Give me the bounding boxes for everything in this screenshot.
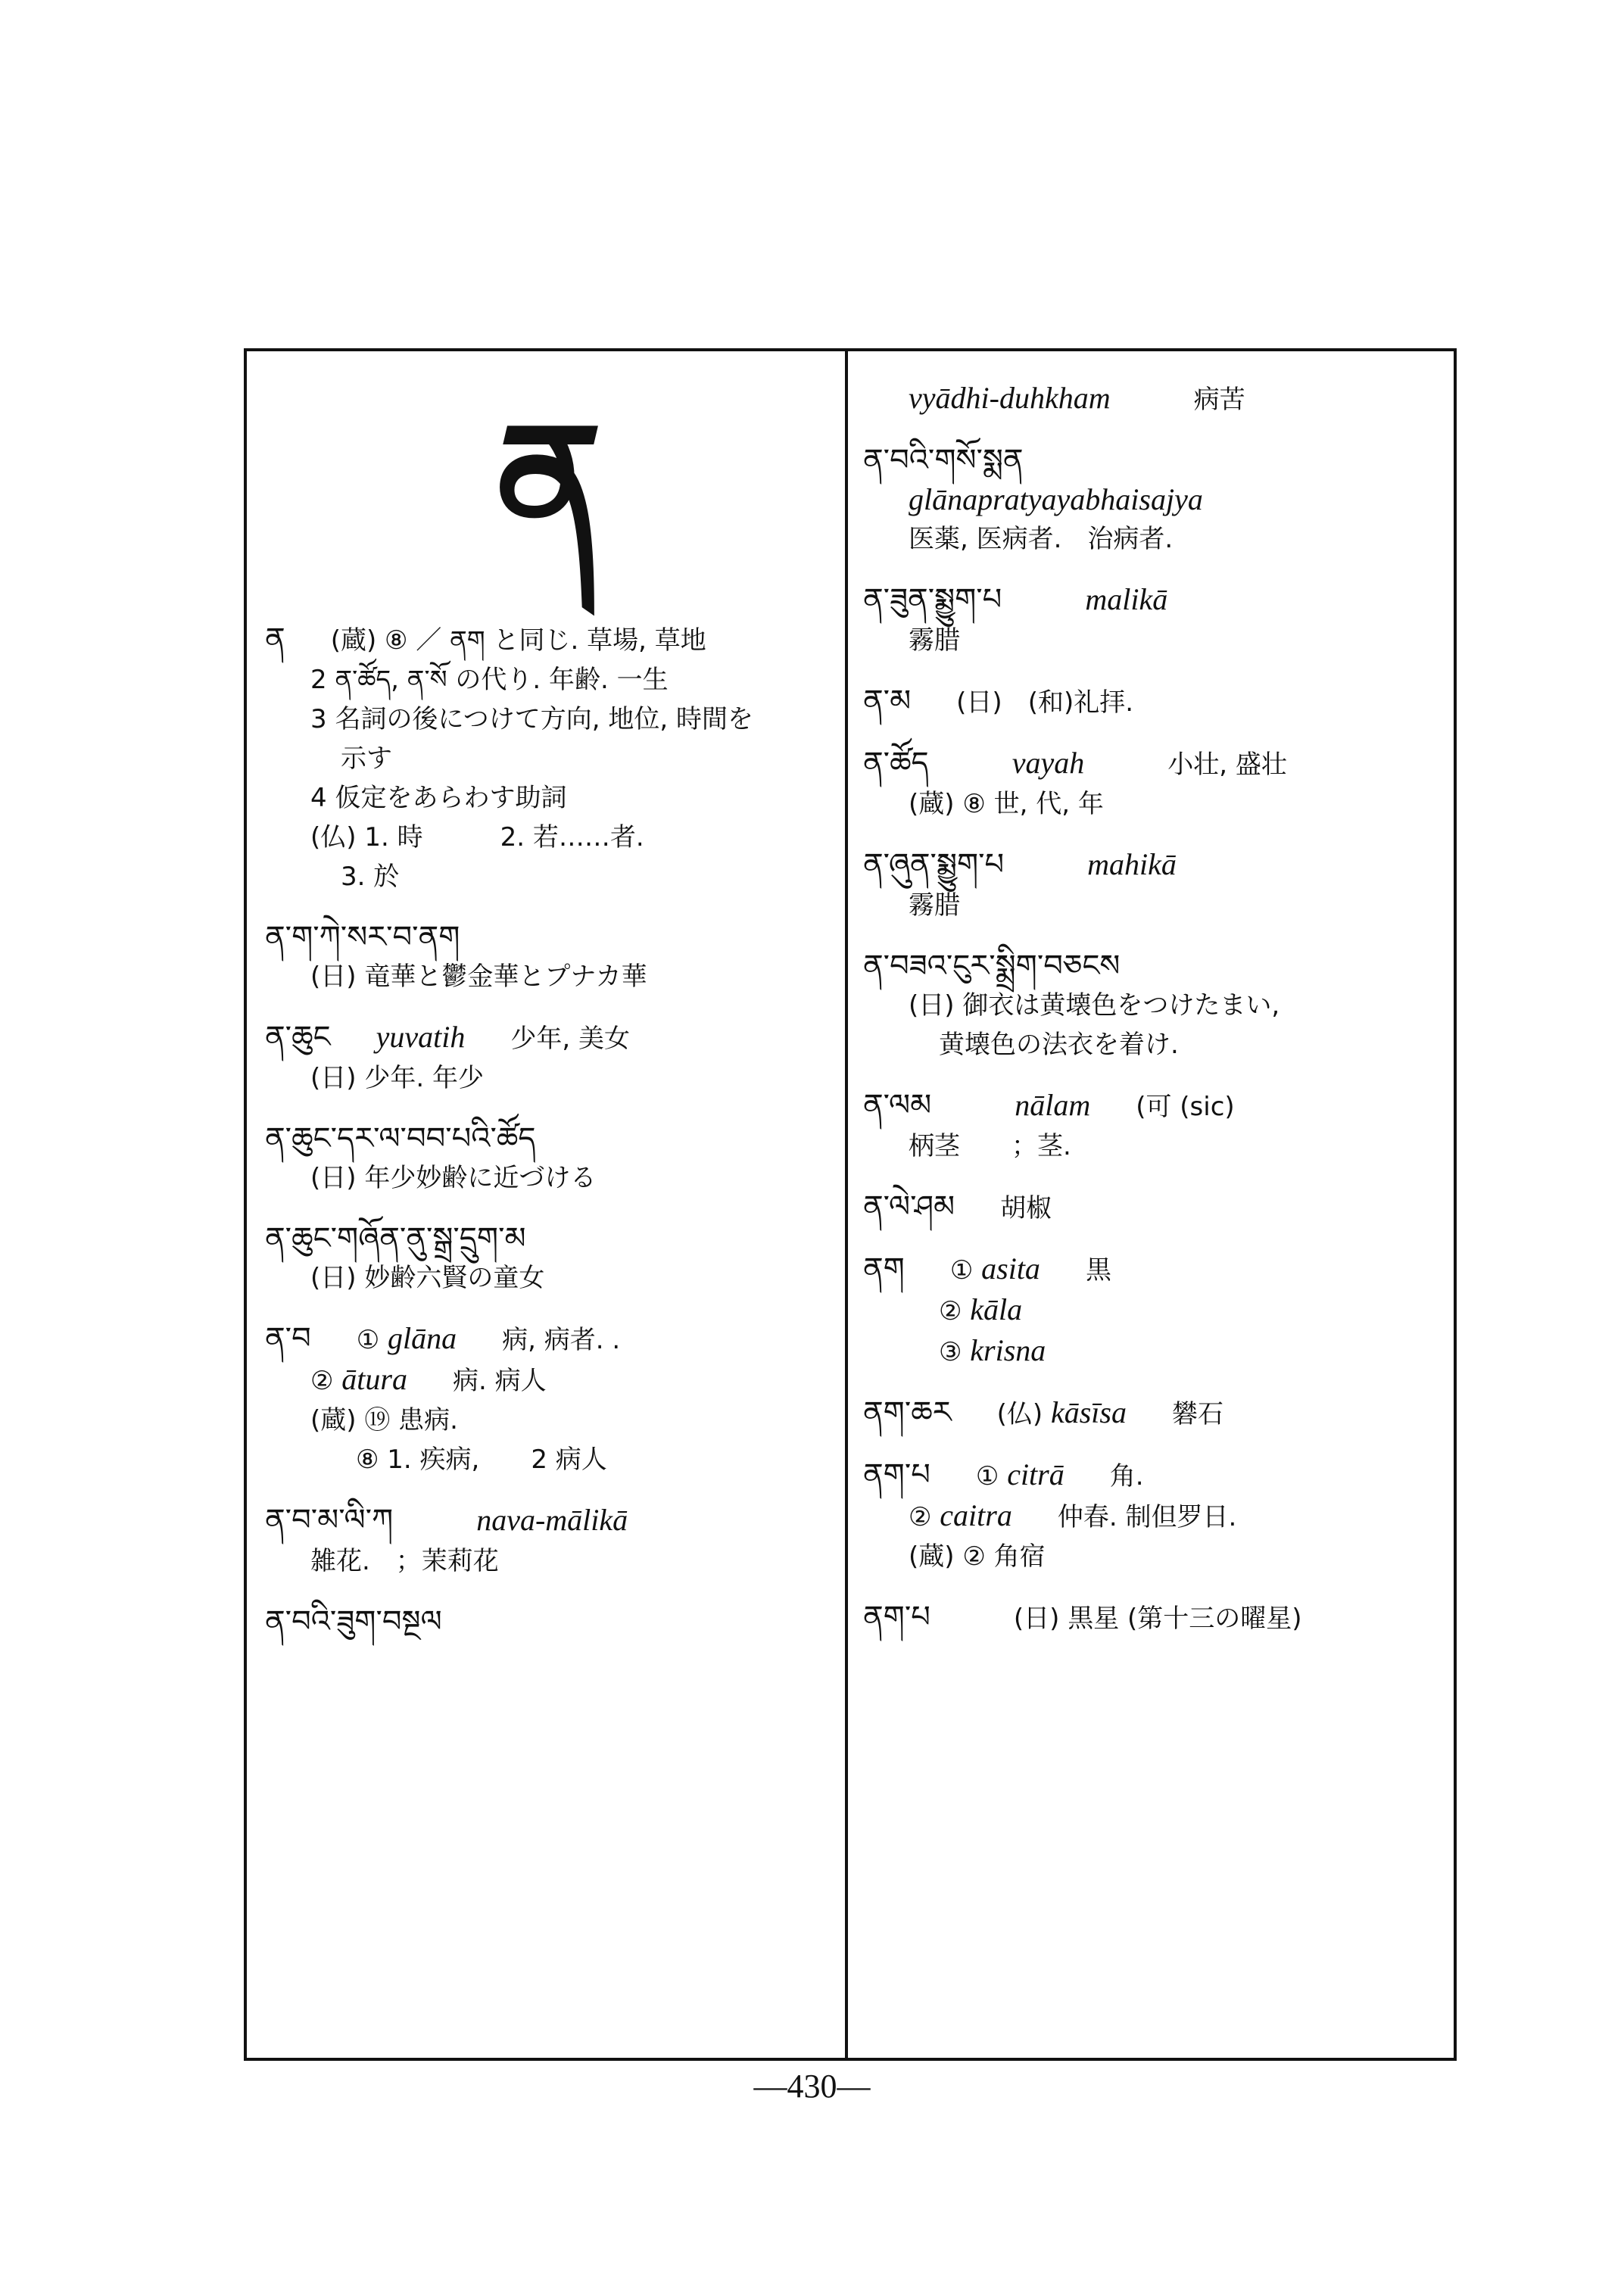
entry-meaning: 仲春. 制但罗日. [1057,1502,1237,1532]
entry-meaning: 角. [1109,1461,1144,1491]
dictionary-entry [265,1219,833,1298]
sense-number: ③ [939,1337,962,1367]
dictionary-entry [863,1249,1446,1372]
tibetan-headword: ན་ག་ཀེ་སར་བ་ནག [265,920,460,955]
sanskrit-term: mahikā [1087,847,1177,881]
sense-number: ② [909,1502,932,1532]
entry-meaning: 礬石 [1171,1399,1223,1429]
entry-definition: 3. 於 [341,862,400,892]
entry-definition: (日) 年少妙齢に近づける [310,1163,597,1193]
tibetan-headword: ནག [863,1251,905,1286]
entry-definition: (蔵) ⑧ 世, 代, 年 [909,789,1104,819]
tibetan-headword: ན་བ [265,1321,311,1356]
entry-definition: 雑花. ；茉莉花 [310,1546,499,1576]
right-column [863,356,1446,2052]
sanskrit-term: caitra [940,1498,1012,1532]
entry-definition: (仏) 1. 時 2. 若……者. [310,822,644,852]
entry-definition: 胡椒 [1000,1193,1052,1223]
dictionary-entry [265,1602,833,1641]
sanskrit-term: kāla [970,1292,1023,1326]
entry-definition: 霧腊 [909,890,960,921]
sanskrit-term: nava-mālikā [476,1503,628,1537]
tibetan-headword: ན་ཆུང [265,1020,331,1055]
sanskrit-term: kāsīsa [1050,1395,1127,1429]
tibetan-headword: ནག་པ [863,1600,930,1635]
sanskrit-term: ātura [341,1362,407,1396]
page-number: —430— [753,2068,871,2105]
entry-definition: 医薬, 医病者. 治病者. [909,524,1174,554]
tibetan-headword: ན་མ [863,684,912,718]
dictionary-entry [863,580,1446,660]
entry-definition: (日) 黒星 (第十三の曜星) [1013,1604,1302,1634]
dictionary-entry [863,379,1446,419]
sanskrit-term: malikā [1085,582,1168,616]
entry-definition: (日) 少年. 年少 [310,1063,484,1093]
left-column [265,356,833,2052]
dictionary-entry [863,1597,1446,1638]
entry-note: (可 (sic) [1136,1092,1235,1122]
dictionary-entry [265,918,833,996]
tibetan-headword: ན་བཟའ་ངུར་སྨྲིག་བཅངས [863,949,1121,983]
dictionary-entry [265,1319,833,1479]
entry-definition: ⑧ 1. 疾病, 2 病人 [356,1445,607,1475]
tibetan-headword: ན་ཆུང་གཞོན་ནུ་སྒྲ་དྲུག་མ [265,1221,526,1256]
sense-number: ② [939,1296,962,1326]
tibetan-headword: ན་ལེ་ཤམ [863,1189,955,1224]
entry-definition: (日) 妙齢六賢の童女 [310,1263,545,1293]
sanskrit-term: nālam [1015,1088,1091,1122]
entry-definition: 黄壊色の法衣を着け. [939,1030,1179,1060]
dictionary-entry [863,1393,1446,1434]
section-headword: ན [495,387,603,574]
entry-tag: (仏) [996,1399,1043,1429]
tibetan-headword: ན་བ་མ་ལི་ཀ [265,1503,394,1538]
entry-meaning: 病, 病者. . [502,1325,621,1355]
sense-number: ① [975,1461,999,1491]
entry-definition: (日) (和)礼拝. [956,687,1134,718]
tibetan-headword: ན་བའི་ཟུག་བསྔལ [265,1604,442,1639]
entry-definition: 柄茎 ；茎. [909,1131,1071,1161]
dictionary-entry [265,1018,833,1098]
tibetan-headword: ན་ཆུང་དར་ལ་བབ་པའི་ཚོད [265,1121,536,1156]
entry-definition: (日) 御衣は黄壊色をつけたまい, [909,990,1280,1021]
sanskrit-term: glāna [388,1321,457,1355]
dictionary-entry [863,1086,1446,1166]
tibetan-headword: ན་ལམ [863,1088,932,1123]
sanskrit-term: krisna [970,1333,1046,1367]
dictionary-entry [863,946,1446,1064]
dictionary-entry [863,1187,1446,1228]
entry-definition: (蔵) ⑲ 患病. [310,1405,458,1435]
entry-meaning: 病. 病人 [452,1366,547,1396]
sanskrit-term: yuvatih [376,1020,466,1054]
dictionary-entry [265,619,833,896]
entry-definition: 示す [341,743,392,774]
sanskrit-term: vayah [1011,746,1085,780]
entry-definition: 4 仮定をあらわす助詞 [310,783,567,813]
dictionary-entry [863,743,1446,824]
column-divider [845,348,848,2061]
tibetan-headword: ན་བའི་གསོ་སྨན [863,443,1024,478]
dictionary-entry [265,1501,833,1581]
entry-definition: 2 ན་ཚོད, ན་སོ の代り. 年齢. 一生 [310,665,669,695]
sanskrit-term: citrā [1007,1457,1064,1491]
tibetan-headword: ན་ཞུན་སྨྱུག་པ [863,847,1005,882]
tibetan-headword: ནག་པ [863,1457,930,1492]
dictionary-entry [863,1455,1446,1576]
dictionary-entry [265,1119,833,1198]
sense-number: ① [356,1325,380,1355]
entry-definition: 霧腊 [909,625,960,656]
sanskrit-term: vyādhi-duhkham [909,381,1111,415]
tibetan-headword: ན་ཟུན་སྨྱུག་པ [863,582,1002,617]
entry-meaning: 病苦 [1193,385,1245,415]
entry-meaning: 黒 [1085,1255,1111,1286]
dictionary-entry [863,441,1446,559]
sanskrit-term: asita [981,1251,1040,1286]
dictionary-entry [863,681,1446,722]
tibetan-headword: ནག་ཆར [863,1395,952,1430]
tibetan-headword: ན་ཚོད [863,746,929,781]
dictionary-entry [863,845,1446,925]
entry-definition: (蔵) ⑧ ／ ནག と同じ. 草場, 草地 [330,625,706,656]
sense-number: ② [310,1366,334,1396]
sanskrit-term: glānapratyayabhaisajya [909,482,1203,516]
entry-definition: (蔵) ② 角宿 [909,1541,1046,1572]
entry-meaning: 少年, 美女 [510,1024,630,1054]
sense-number: ① [949,1255,974,1286]
entry-definition: (日) 竜華と鬱金華とプナカ華 [310,962,647,992]
entry-definition: 3 名詞の後につけて方向, 地位, 時間を [310,704,753,734]
tibetan-headword: ན [265,622,285,656]
entry-meaning: 小壮, 盛壮 [1167,750,1287,780]
